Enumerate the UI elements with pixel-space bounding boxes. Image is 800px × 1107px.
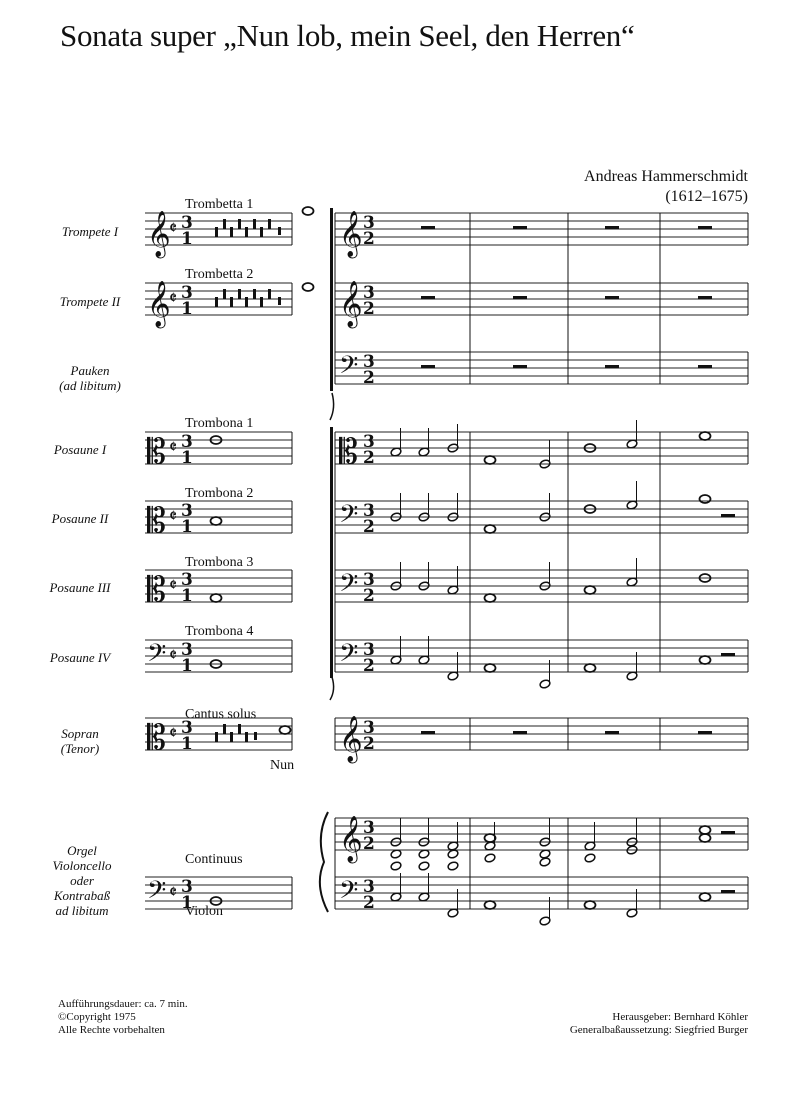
staff-label-trompete-2: Trompete II <box>59 294 121 309</box>
time-sig-bottom: 2 <box>363 448 375 468</box>
staff-label-line: Violoncello <box>52 858 112 873</box>
rest <box>698 296 712 300</box>
breve-rest <box>245 227 248 237</box>
bass-clef: 𝄢 <box>147 639 167 674</box>
bass-clef: 𝄢 <box>339 876 359 911</box>
cut-time: 𝄵 <box>169 882 178 903</box>
whole-note <box>303 283 314 291</box>
whole-note <box>485 456 496 464</box>
cut-time: 𝄵 <box>169 575 178 596</box>
incipit-label-continuus: Continuus <box>185 852 243 867</box>
bass-clef: 𝄢 <box>147 876 167 911</box>
time-sig-bottom: 1 <box>181 448 193 468</box>
time-sig-bottom: 2 <box>363 229 375 249</box>
whole-note <box>485 901 496 909</box>
time-sig-top: 3 <box>181 570 193 590</box>
cut-time: 𝄵 <box>169 218 178 239</box>
breve-rest <box>230 732 233 742</box>
rest <box>421 365 435 369</box>
footer-copyright: ©Copyright 1975 <box>58 1011 136 1023</box>
treble-clef: 𝄞 <box>339 716 363 762</box>
whole-note <box>485 525 496 533</box>
rest <box>698 731 712 735</box>
whole-note <box>211 517 222 525</box>
rest <box>513 226 527 230</box>
time-sig-bottom: 1 <box>181 734 193 754</box>
rest <box>605 731 619 735</box>
treble-clef: 𝄞 <box>339 281 363 327</box>
whole-note <box>485 594 496 602</box>
lyric-text: Nun <box>270 758 295 773</box>
whole-note <box>700 826 711 834</box>
time-sig-top: 3 <box>181 877 193 897</box>
breve-rest <box>260 227 263 237</box>
whole-note <box>585 664 596 672</box>
rest <box>278 297 281 305</box>
staff-label-line: Sopran <box>61 726 99 741</box>
system-bracket <box>330 427 333 678</box>
time-sig-top: 3 <box>363 718 375 738</box>
whole-note <box>700 834 711 842</box>
rest <box>605 365 619 369</box>
time-sig-top: 3 <box>363 432 375 452</box>
time-sig-bottom: 2 <box>363 586 375 606</box>
time-sig-bottom: 2 <box>363 299 375 319</box>
chord-note <box>418 861 430 871</box>
breve-rest <box>253 219 256 229</box>
whole-note <box>280 726 291 734</box>
bass-clef: 𝄢 <box>339 639 359 674</box>
whole-note <box>211 594 222 602</box>
breve-rest <box>215 732 218 742</box>
time-sig-top: 3 <box>181 283 193 303</box>
breve-rest <box>223 289 226 299</box>
whole-note <box>700 656 711 664</box>
whole-note <box>700 893 711 901</box>
cut-time: 𝄵 <box>169 723 178 744</box>
rest <box>421 731 435 735</box>
time-sig-bottom: 2 <box>363 893 375 913</box>
incipit-label-trombona-1: Trombona 1 <box>185 416 254 431</box>
whole-note <box>700 495 711 503</box>
bass-clef: 𝄢 <box>339 569 359 604</box>
breve-rest <box>215 227 218 237</box>
staff-label-posaune-4: Posaune IV <box>49 650 111 665</box>
time-sig-top: 3 <box>363 352 375 372</box>
rest <box>278 227 281 235</box>
breve-rest <box>230 297 233 307</box>
time-sig-top: 3 <box>363 283 375 303</box>
staff-label-line: (ad libitum) <box>59 378 121 393</box>
treble-clef: 𝄞 <box>339 211 363 257</box>
chord-note <box>447 861 459 871</box>
rest <box>421 226 435 230</box>
footer-rights: Alle Rechte vorbehalten <box>58 1024 165 1036</box>
whole-note <box>485 664 496 672</box>
time-sig-bottom: 1 <box>181 586 193 606</box>
staff-label-posaune-3: Posaune III <box>49 580 111 595</box>
cut-time: 𝄵 <box>169 506 178 527</box>
rest <box>721 831 735 835</box>
time-sig-bottom: 1 <box>181 517 193 537</box>
bass-clef: 𝄢 <box>339 351 359 386</box>
rest <box>421 296 435 300</box>
staff-label-line: Orgel <box>67 843 97 858</box>
staff-label-line: Kontrabaß <box>53 888 111 903</box>
breve-rest <box>215 297 218 307</box>
incipit-label-trombona-2: Trombona 2 <box>185 486 254 501</box>
chord-note <box>484 853 496 863</box>
time-sig-top: 3 <box>181 432 193 452</box>
time-sig-bottom: 2 <box>363 656 375 676</box>
rest <box>721 514 735 518</box>
time-sig-top: 3 <box>363 640 375 660</box>
system-bracket <box>330 208 333 391</box>
staff-label-line: Pauken <box>70 363 110 378</box>
breve-rest <box>238 219 241 229</box>
breve-rest <box>253 289 256 299</box>
rest <box>698 226 712 230</box>
whole-note <box>700 432 711 440</box>
time-sig-bottom: 2 <box>363 368 375 388</box>
breve-rest <box>260 297 263 307</box>
time-sig-bottom: 2 <box>363 834 375 854</box>
time-sig-bottom: 2 <box>363 734 375 754</box>
treble-clef: 𝄞 <box>147 211 171 257</box>
staff-label-posaune-1: Posaune I <box>53 442 107 457</box>
cut-time: 𝄵 <box>169 288 178 309</box>
time-sig-top: 3 <box>181 501 193 521</box>
rest <box>698 365 712 369</box>
rest <box>605 296 619 300</box>
time-sig-bottom: 1 <box>181 229 193 249</box>
footer-duration: Aufführungsdauer: ca. 7 min. <box>58 998 188 1010</box>
time-sig-bottom: 1 <box>181 656 193 676</box>
treble-clef: 𝄞 <box>147 281 171 327</box>
incipit-label-trombetta-2: Trombetta 2 <box>185 267 254 282</box>
breve-rest <box>230 227 233 237</box>
time-sig-top: 3 <box>363 877 375 897</box>
rest <box>254 732 257 740</box>
staff-label-line: (Tenor) <box>60 741 100 756</box>
system-connector <box>330 393 334 420</box>
page-title: Sonata super „Nun lob, mein Seel, den Herren“ <box>60 18 635 53</box>
time-sig-bottom: 1 <box>181 299 193 319</box>
rest <box>513 365 527 369</box>
cut-time: 𝄵 <box>169 437 178 458</box>
time-sig-top: 3 <box>181 640 193 660</box>
whole-note <box>303 207 314 215</box>
time-sig-top: 3 <box>363 213 375 233</box>
incipit-label-trombetta-1: Trombetta 1 <box>185 197 254 212</box>
time-sig-top: 3 <box>363 818 375 838</box>
time-sig-bottom: 1 <box>181 893 193 913</box>
breve-rest <box>238 724 241 734</box>
breve-rest <box>223 219 226 229</box>
rest <box>513 296 527 300</box>
whole-note <box>485 834 496 842</box>
breve-rest <box>268 219 271 229</box>
composer-name: Andreas Hammerschmidt <box>584 168 748 185</box>
time-sig-top: 3 <box>181 718 193 738</box>
rest <box>721 890 735 894</box>
breve-rest <box>238 289 241 299</box>
chord-note <box>390 861 402 871</box>
cut-time: 𝄵 <box>169 645 178 666</box>
c-clef: 𝄡 <box>147 501 166 541</box>
rest <box>721 653 735 657</box>
staff-label-posaune-2: Posaune II <box>51 511 109 526</box>
c-clef: 𝄡 <box>147 432 166 472</box>
incipit-sub-violon: Violon <box>185 904 224 919</box>
organ-brace <box>320 812 328 912</box>
time-sig-top: 3 <box>181 213 193 233</box>
breve-rest <box>245 297 248 307</box>
rest <box>513 731 527 735</box>
time-sig-bottom: 2 <box>363 517 375 537</box>
c-clef: 𝄡 <box>147 718 166 758</box>
time-sig-top: 3 <box>363 570 375 590</box>
staff-label-line: ad libitum <box>55 903 109 918</box>
rest <box>605 226 619 230</box>
breve-rest <box>268 289 271 299</box>
system-connector <box>330 677 334 700</box>
staff-label-trompete-1: Trompete I <box>61 224 119 239</box>
incipit-label-cantus: Cantus solus <box>185 707 257 722</box>
time-sig-top: 3 <box>363 501 375 521</box>
footer-continuo-realization: Generalbaßaussetzung: Siegfried Burger <box>569 1024 748 1036</box>
whole-note <box>585 901 596 909</box>
c-clef: 𝄡 <box>147 570 166 610</box>
staff-label-line: oder <box>70 873 94 888</box>
bass-clef: 𝄢 <box>339 500 359 535</box>
incipit-label-trombona-3: Trombona 3 <box>185 555 254 570</box>
chord-note <box>539 857 551 867</box>
whole-note <box>585 586 596 594</box>
treble-clef: 𝄞 <box>339 816 363 862</box>
breve-rest <box>245 732 248 742</box>
incipit-label-trombona-4: Trombona 4 <box>185 624 254 639</box>
chord-note <box>584 853 596 863</box>
breve-rest <box>223 724 226 734</box>
composer-dates: (1612–1675) <box>665 188 748 205</box>
footer-editor: Herausgeber: Bernhard Köhler <box>612 1011 748 1023</box>
c-clef: 𝄡 <box>339 432 358 472</box>
